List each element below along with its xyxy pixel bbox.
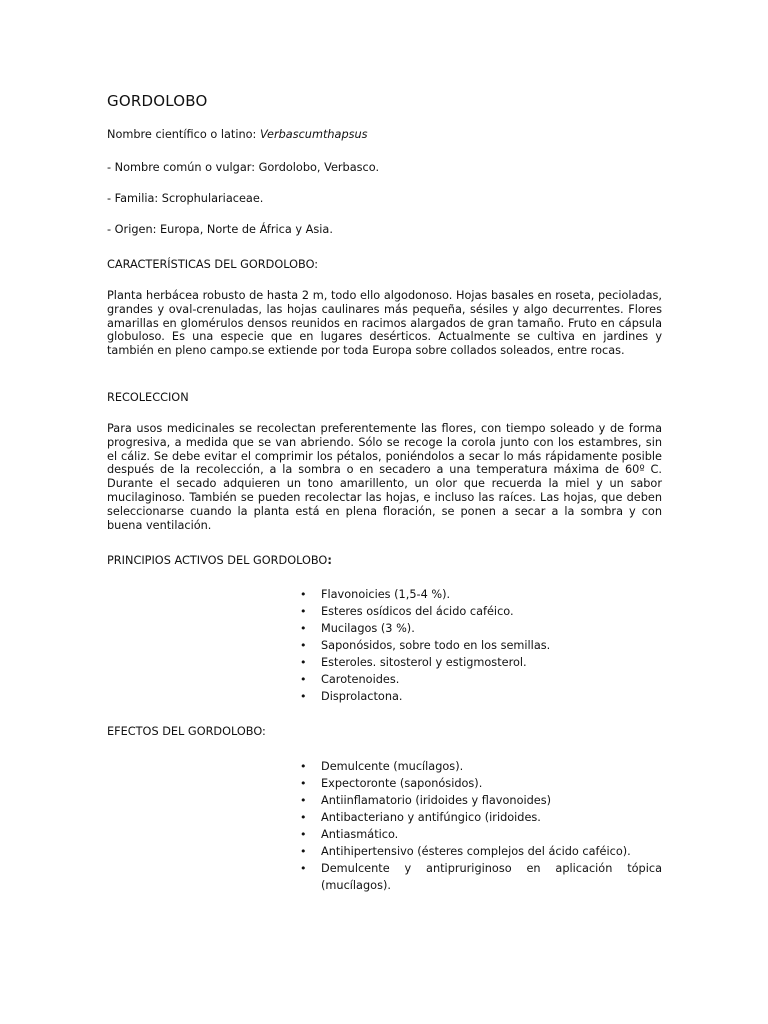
list-item-text: Mucilagos (3 %). xyxy=(321,622,415,635)
list-item xyxy=(300,792,662,809)
bullet-icon: • xyxy=(300,639,307,652)
scientific-name-value: Verbascumthapsus xyxy=(259,128,368,141)
characteristics-paragraph: Planta herbácea robusto de hasta 2 m, todo ello algodonoso. Hojas basales en roseta, pecioladas, grandes y oval-crenuladas, las hojas caulinares más pequeña, sésiles y algo decurrentes. Flores amarillas en glomérulos densos reunidos en racimos alargados de gran tamaño. Fruto en cápsula globuloso. Es una especie que en lugares desérticos. Actualmente se cultiva en jardines y también en pleno campo.se extiende por toda Europa sobre collados soleados, entre rocas. xyxy=(107,289,662,358)
harvest-heading: RECOLECCION xyxy=(107,391,189,404)
list-item xyxy=(300,637,662,654)
bullet-icon: • xyxy=(300,690,307,703)
bullet-icon: • xyxy=(300,656,307,669)
principles-heading-colon: : xyxy=(327,554,332,567)
bullet-icon: • xyxy=(300,862,307,875)
common-name-line: - Nombre común o vulgar: Gordolobo, Verbasco. xyxy=(107,161,380,174)
list-item-text: Demulcente y antipruriginoso en aplicación tópica (mucílagos). xyxy=(321,862,662,892)
list-item xyxy=(300,620,662,637)
list-item xyxy=(300,671,662,688)
list-item xyxy=(300,688,662,705)
scientific-name-line xyxy=(107,128,368,141)
family-line: - Familia: Scrophulariaceae. xyxy=(107,192,264,205)
list-item-text: Saponósidos, sobre todo en los semillas. xyxy=(321,639,551,652)
effects-heading: EFECTOS DEL GORDOLOBO: xyxy=(107,725,266,738)
bullet-icon: • xyxy=(300,794,307,807)
list-item-text: Antiasmático. xyxy=(321,828,399,841)
list-item xyxy=(300,775,662,792)
list-item-text: Antibacteriano y antifúngico (iridoides. xyxy=(321,811,541,824)
list-item xyxy=(300,586,662,603)
bullet-icon: • xyxy=(300,673,307,686)
list-item xyxy=(300,860,662,894)
principles-list xyxy=(300,586,662,705)
principles-heading xyxy=(107,554,332,567)
scientific-name-label: Nombre científico o latino: xyxy=(107,128,260,141)
list-item-text: Esteroles. sitosterol y estigmosterol. xyxy=(321,656,527,669)
bullet-icon: • xyxy=(300,845,307,858)
list-item xyxy=(300,603,662,620)
document-title: GORDOLOBO xyxy=(107,92,208,110)
characteristics-heading: CARACTERÍSTICAS DEL GORDOLOBO: xyxy=(107,258,319,271)
list-item-text: Demulcente (mucílagos). xyxy=(321,760,464,773)
bullet-icon: • xyxy=(300,828,307,841)
list-item xyxy=(300,758,662,775)
list-item-text: Flavonoicies (1,5-4 %). xyxy=(321,588,451,601)
list-item xyxy=(300,826,662,843)
list-item-text: Carotenoides. xyxy=(321,673,400,686)
list-item xyxy=(300,654,662,671)
harvest-paragraph: Para usos medicinales se recolectan preferentemente las flores, con tiempo soleado y de forma progresiva, a medida que se van abriendo. Sólo se recoge la corola junto con los estambres, sin el cáliz. Se debe evitar el comprimir los pétalos, poniéndolos a secar lo más rápidamente posible después de la recolección, a la sombra o en secadero a una temperatura máxima de 60º C. Durante el secado adquieren un tono amarillento, un olor que recuerda la miel y un sabor mucilaginoso. También se pueden recolectar las hojas, e incluso las raíces. Las hojas, que deben seleccionarse cuando la planta está en plena floración, se ponen a secar a la sombra y con buena ventilación. xyxy=(107,422,662,532)
principles-heading-text: PRINCIPIOS ACTIVOS DEL GORDOLOBO xyxy=(107,554,328,567)
list-item-text: Disprolactona. xyxy=(321,690,403,703)
list-item-text: Expectoronte (saponósidos). xyxy=(321,777,483,790)
bullet-icon: • xyxy=(300,588,307,601)
list-item xyxy=(300,809,662,826)
bullet-icon: • xyxy=(300,605,307,618)
list-item-text: Antihipertensivo (ésteres complejos del ácido caféico). xyxy=(321,845,631,858)
bullet-icon: • xyxy=(300,811,307,824)
list-item xyxy=(300,843,662,860)
bullet-icon: • xyxy=(300,760,307,773)
bullet-icon: • xyxy=(300,777,307,790)
list-item-text: Antiinflamatorio (iridoides y flavonoides) xyxy=(321,794,552,807)
bullet-icon: • xyxy=(300,622,307,635)
list-item-text: Esteres osídicos del ácido caféico. xyxy=(321,605,514,618)
origin-line: - Origen: Europa, Norte de África y Asia. xyxy=(107,223,333,236)
effects-list xyxy=(300,758,662,894)
